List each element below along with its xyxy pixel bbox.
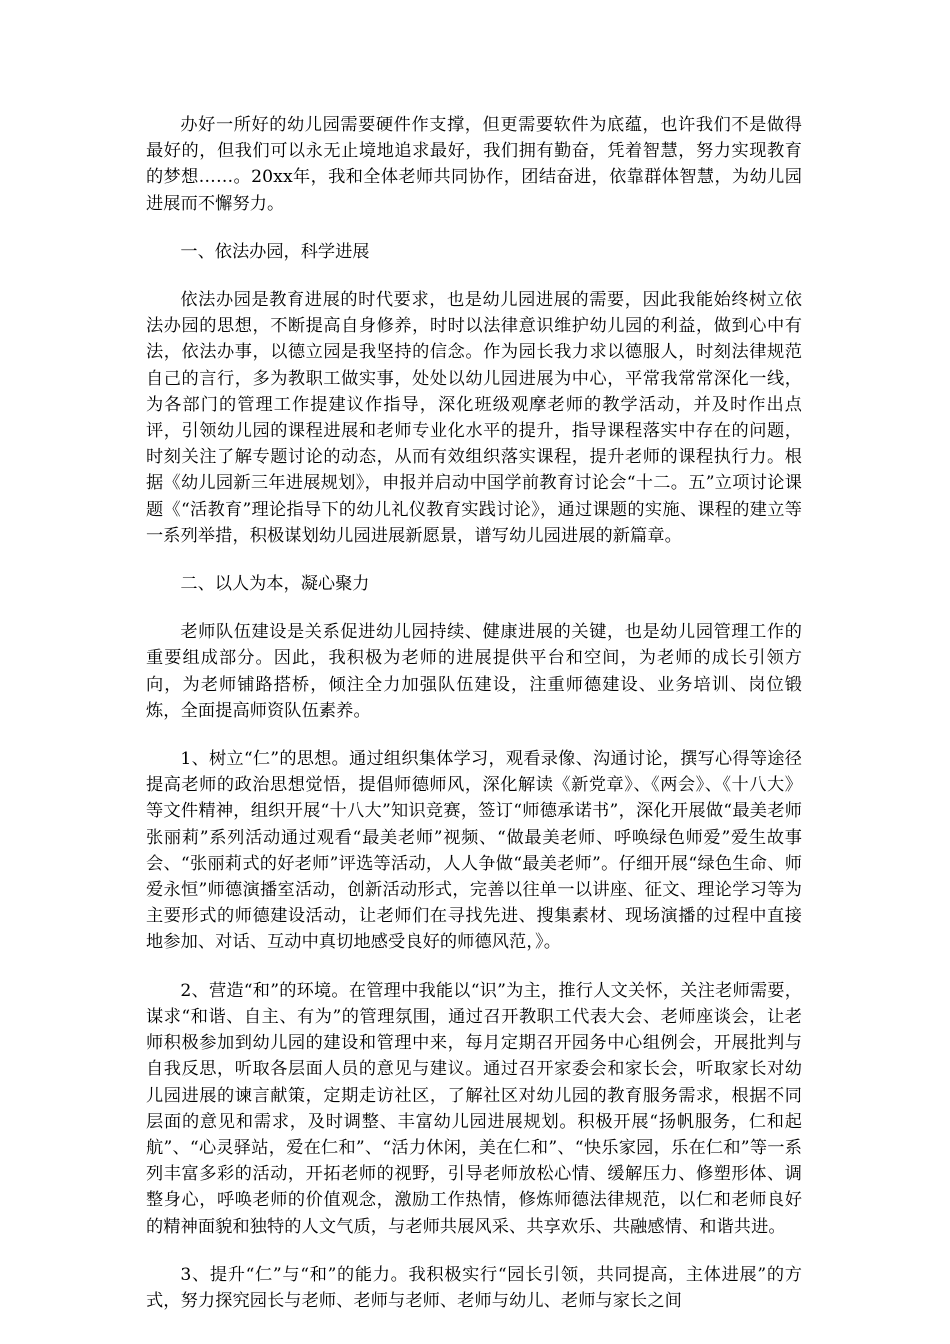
- section-heading-1: 一、依法办园，科学进展: [180, 241, 370, 262]
- item-2-paragraph: 2、营造“和”的环境。在管理中我能以“识”为主，推行人文关怀，关注老师需要，谋求“和谐、自主、有为”的管理氛围，通过召开教职工代表大会、老师座谈会，让老师积极参加到幼儿园的建设和管理中来，每月定期召开园务中心组例会，开展批判与自我反思，听取各层面人员的意见与建议。通过召开家委会和家长会，听取家长对幼儿园进展的谏言献策，定期走访社区，了解社区对幼儿园的教育服务需求，根据不同层面的意见和需求，及时调整、丰富幼儿园进展规划。积极开展“扬帆服务，仁和起航”、“心灵驿站，爱在仁和”、“活力休闲，美在仁和”、“快乐家园，乐在仁和”等一系列丰富多彩的活动，开拓老师的视野，引导老师放松心情、缓解压力、修塑形体、调整身心，呼唤老师的价值观念，激励工作热情，修炼师德法律规范，以仁和老师良好的精神面貌和独特的人文气质，与老师共展风采、共享欢乐、共融感情、和谐共进。: [146, 980, 802, 1237]
- item-1-paragraph: 1、树立“仁”的思想。通过组织集体学习，观看录像、沟通讨论，撰写心得等途径提高老师的政治思想觉悟，提倡师德师风，深化解读《新党章》、《两会》、《十八大》等文件精神，组织开展“十八大”知识竞赛，签订“师德承诺书”，深化开展做“最美老师张丽莉”系列活动通过观看“最美老师”视频、“做最美老师、呼唤绿色师爱”爱生故事会、“张丽莉式的好老师”评选等活动，人人争做“最美老师”。仔细开展“绿色生命、师爱永恒”师德演播室活动，创新活动形式，完善以往单一以讲座、征文、理论学习等为主要形式的师德建设活动，让老师们在寻找先进、搜集素材、现场演播的过程中直接地参加、对话、互动中真切地感受良好的师德风范，》。: [146, 749, 802, 953]
- document-page: [146, 112, 802, 1336]
- section-2-paragraph: 老师队伍建设是关系促进幼儿园持续、健康进展的关键，也是幼儿园管理工作的重要组成部分。因此，我积极为老师的进展提供平台和空间，为老师的成长引领方向，为老师铺路搭桥，倾注全力加强队伍建设，注重师德建设、业务培训、岗位锻炼，全面提高师资队伍素养。: [146, 622, 802, 721]
- section-1-paragraph: 依法办园是教育进展的时代要求，也是幼儿园进展的需要，因此我能始终树立依法办园的思想，不断提高自身修养，时时以法律意识维护幼儿园的利益，做到心中有法，依法办事，以德立园是我坚持的信念。作为园长我力求以德服人，时刻法律规范自己的言行，多为教职工做实事，处处以幼儿园进展为中心，平常我常常深化一线，为各部门的管理工作提建议作指导，深化班级观摩老师的教学活动，并及时作出点评，引领幼儿园的课程进展和老师专业化水平的提升，指导课程落实中存在的问题，时刻关注了解专题讨论的动态，从而有效组织落实课程，提升老师的课程执行力。根据《幼儿园新三年进展规划》，申报并启动中国学前教育讨论会“十二。五”立项讨论课题《“活教育”理论指导下的幼儿礼仪教育实践讨论》，通过课题的实施、课程的建立等一系列举措，积极谋划幼儿园进展新愿景，谱写幼儿园进展的新篇章。: [146, 290, 802, 546]
- section-heading-2: 二、以人为本，凝心聚力: [180, 574, 370, 595]
- item-3-paragraph: 3、提升“仁”与“和”的能力。我积极实行“园长引领，共同提高，主体进展”的方式，努力探究园长与老师、老师与老师、老师与幼儿、老师与家长之间: [146, 1264, 802, 1311]
- intro-paragraph: 办好一所好的幼儿园需要硬件作支撑，但更需要软件为底蕴，也许我们不是做得最好的，但我们可以永无止境地追求最好，我们拥有勤奋，凭着智慧，努力实现教育的梦想……。20xx年，我和全体老师共同协作，团结奋进，依靠群体智慧，为幼儿园进展而不懈努力。: [146, 115, 802, 214]
